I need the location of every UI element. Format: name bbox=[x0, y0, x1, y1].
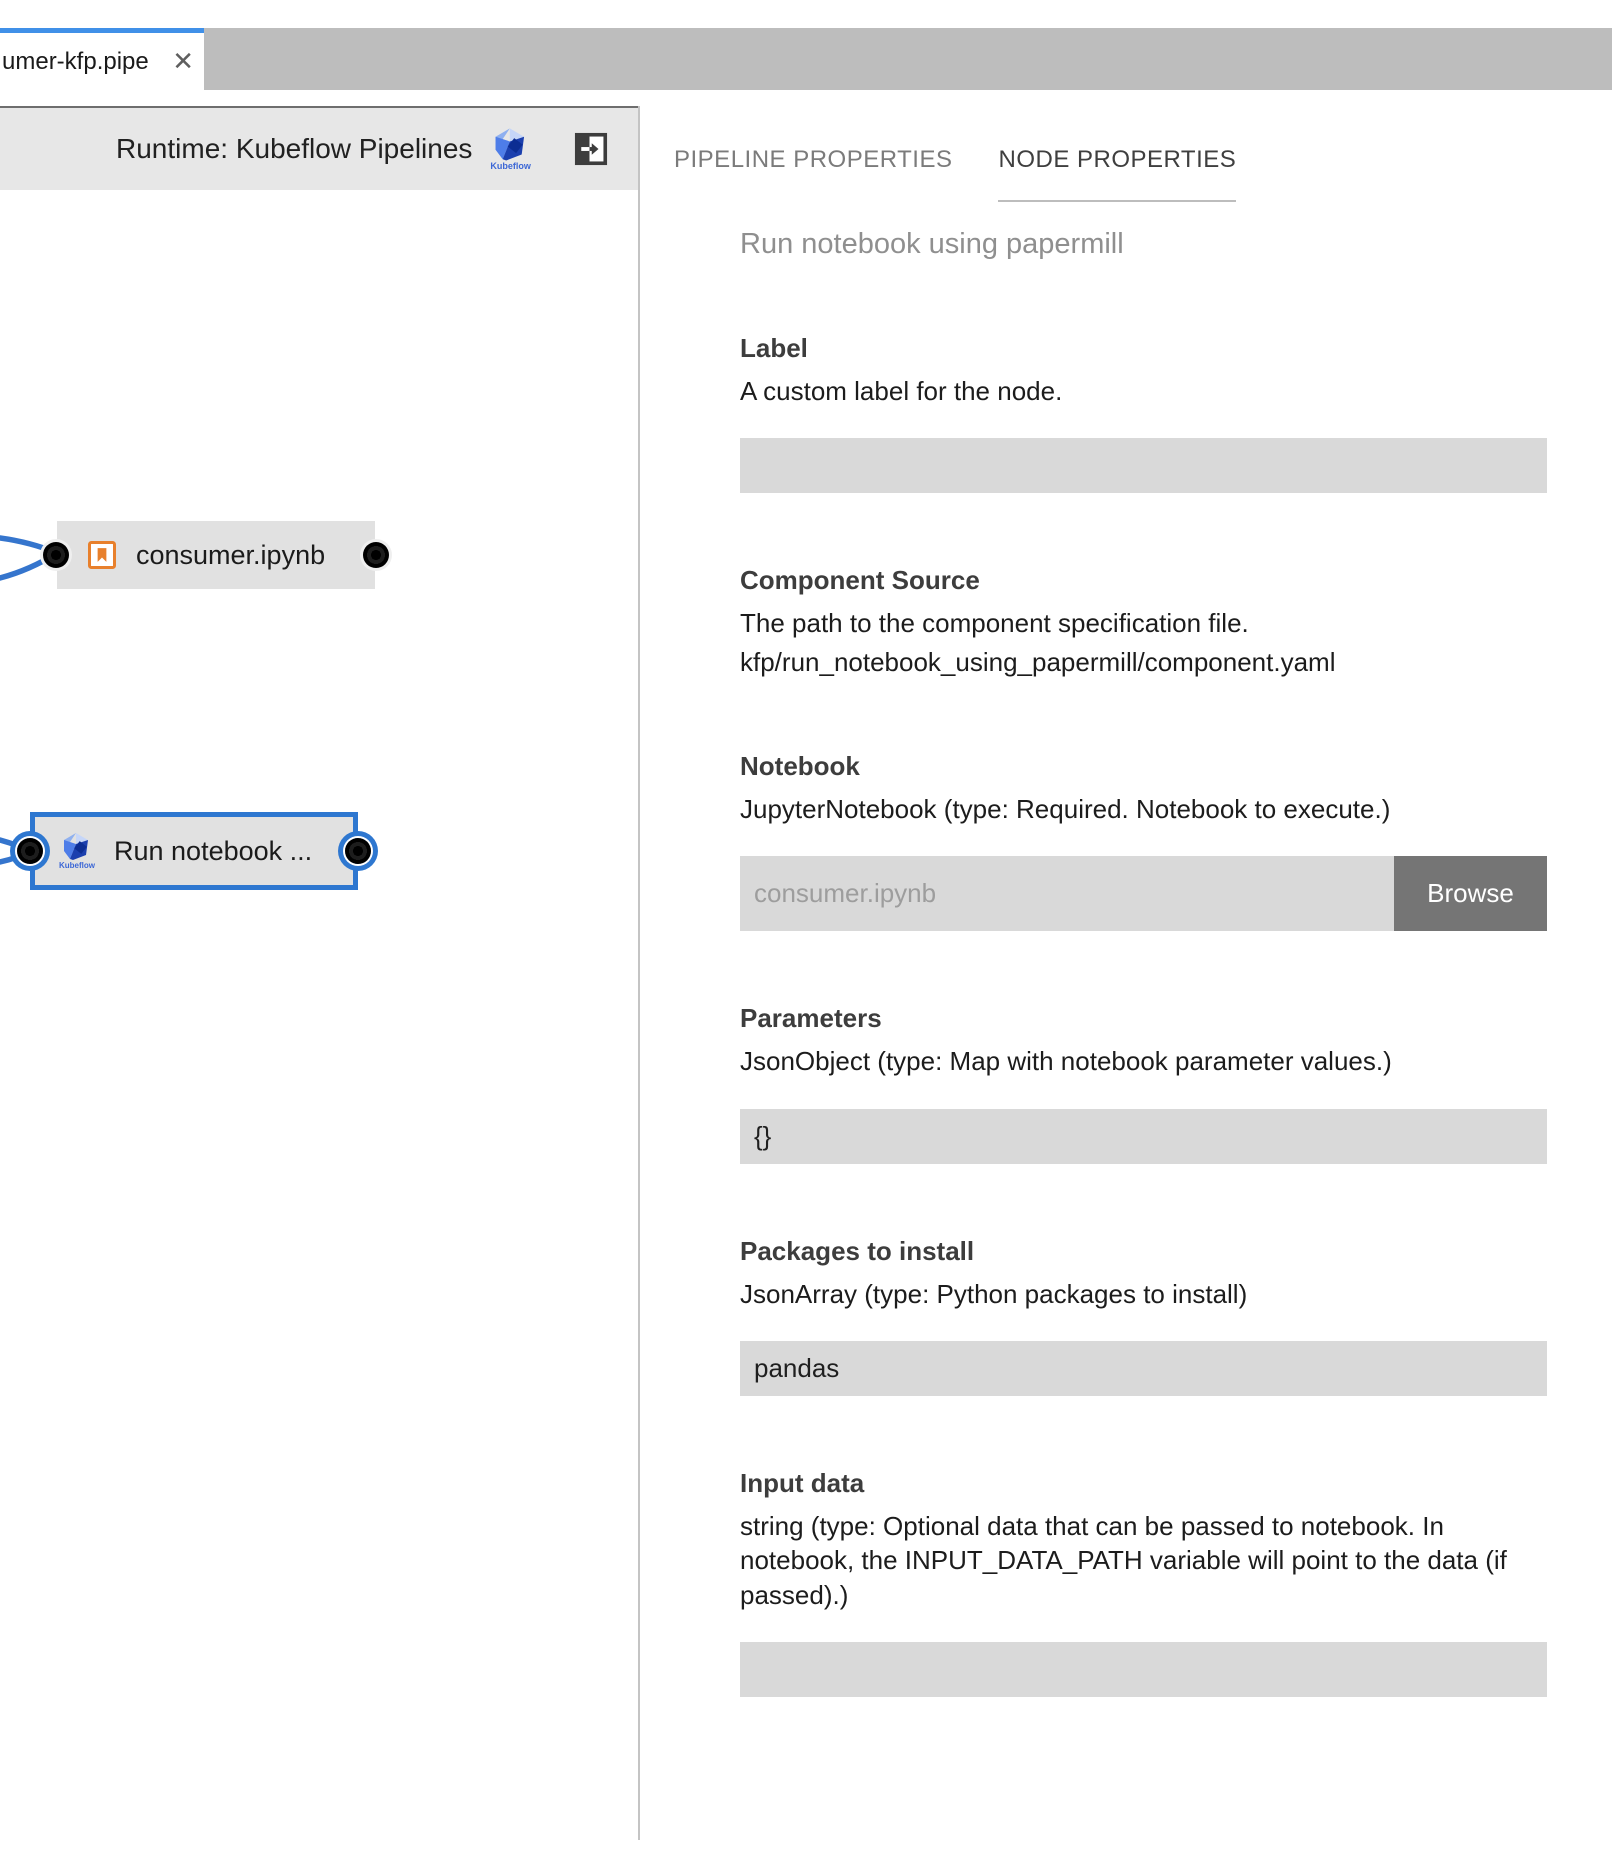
field-input-data bbox=[740, 1468, 1547, 1697]
field-parameters bbox=[740, 1003, 1547, 1163]
tab-node-properties[interactable]: NODE PROPERTIES bbox=[998, 146, 1236, 202]
field-description: JupyterNotebook (type: Required. Notebook to execute.) bbox=[740, 793, 1391, 824]
input-data-input[interactable] bbox=[740, 1642, 1547, 1697]
output-port[interactable] bbox=[363, 542, 389, 568]
packages-input[interactable] bbox=[740, 1341, 1547, 1396]
field-notebook bbox=[740, 751, 1547, 931]
node-run-notebook[interactable] bbox=[30, 812, 358, 890]
field-description: A custom label for the node. bbox=[740, 376, 1063, 406]
node-label: consumer.ipynb bbox=[136, 539, 326, 570]
notebook-file-row bbox=[740, 856, 1547, 931]
tab-title: umer-kfp.pipe bbox=[2, 47, 149, 75]
open-panel-icon[interactable] bbox=[573, 131, 609, 167]
tab-pipeline-properties[interactable]: PIPELINE PROPERTIES bbox=[674, 146, 953, 173]
label-input[interactable] bbox=[740, 438, 1547, 493]
notebook-icon bbox=[87, 540, 117, 570]
field-heading: Input data bbox=[740, 1467, 865, 1498]
output-port[interactable] bbox=[345, 838, 371, 864]
kubeflow-logo-caption: Kubeflow bbox=[490, 161, 531, 171]
field-heading: Parameters bbox=[740, 1003, 882, 1034]
properties-tab-bar bbox=[674, 146, 1612, 202]
parameters-input[interactable] bbox=[740, 1109, 1547, 1164]
field-packages-to-install bbox=[740, 1236, 1547, 1396]
properties-panel bbox=[638, 106, 1612, 1840]
node-properties-form bbox=[740, 228, 1547, 1697]
close-icon[interactable]: ✕ bbox=[172, 46, 194, 76]
canvas-header bbox=[0, 108, 638, 190]
node-label: Run notebook ... bbox=[114, 835, 313, 866]
runtime-label: Runtime: Kubeflow Pipelines bbox=[116, 133, 473, 164]
pipeline-canvas bbox=[0, 190, 638, 1840]
field-description: The path to the component specification file. bbox=[740, 608, 1249, 639]
field-label bbox=[740, 333, 1547, 493]
dock-tab-bar bbox=[0, 28, 1612, 90]
browse-button[interactable]: Browse bbox=[1394, 856, 1547, 931]
node-consumer-ipynb[interactable] bbox=[57, 521, 375, 589]
notebook-input[interactable] bbox=[740, 856, 1394, 931]
kubeflow-icon-caption: Kubeflow bbox=[59, 861, 95, 870]
field-component-source bbox=[740, 565, 1547, 679]
field-heading: Label bbox=[740, 333, 808, 363]
input-port[interactable] bbox=[17, 838, 43, 864]
node-type-title: Run notebook using papermill bbox=[740, 228, 1124, 260]
field-heading: Component Source bbox=[740, 565, 980, 596]
kubeflow-logo-icon bbox=[490, 127, 531, 171]
field-description: JsonArray (type: Python packages to install) bbox=[740, 1278, 1248, 1309]
field-description: JsonObject (type: Map with notebook parameter values.) bbox=[740, 1046, 1392, 1077]
kubeflow-icon bbox=[59, 832, 95, 870]
editor-split bbox=[0, 106, 1612, 1840]
field-heading: Notebook bbox=[740, 750, 860, 781]
edge-layer bbox=[0, 190, 638, 1840]
pipeline-canvas-panel bbox=[0, 106, 638, 1840]
field-heading: Packages to install bbox=[740, 1235, 975, 1266]
pipeline-file-tab[interactable] bbox=[0, 28, 204, 90]
input-port[interactable] bbox=[43, 542, 69, 568]
component-source-path: kfp/run_notebook_using_papermill/component.yaml bbox=[740, 646, 1336, 677]
field-description: string (type: Optional data that can be passed to notebook. In notebook, the INPUT_DATA_PATH variable will point to the data (if passed).) bbox=[740, 1510, 1507, 1610]
pipeline-editor-app bbox=[0, 28, 1612, 1840]
